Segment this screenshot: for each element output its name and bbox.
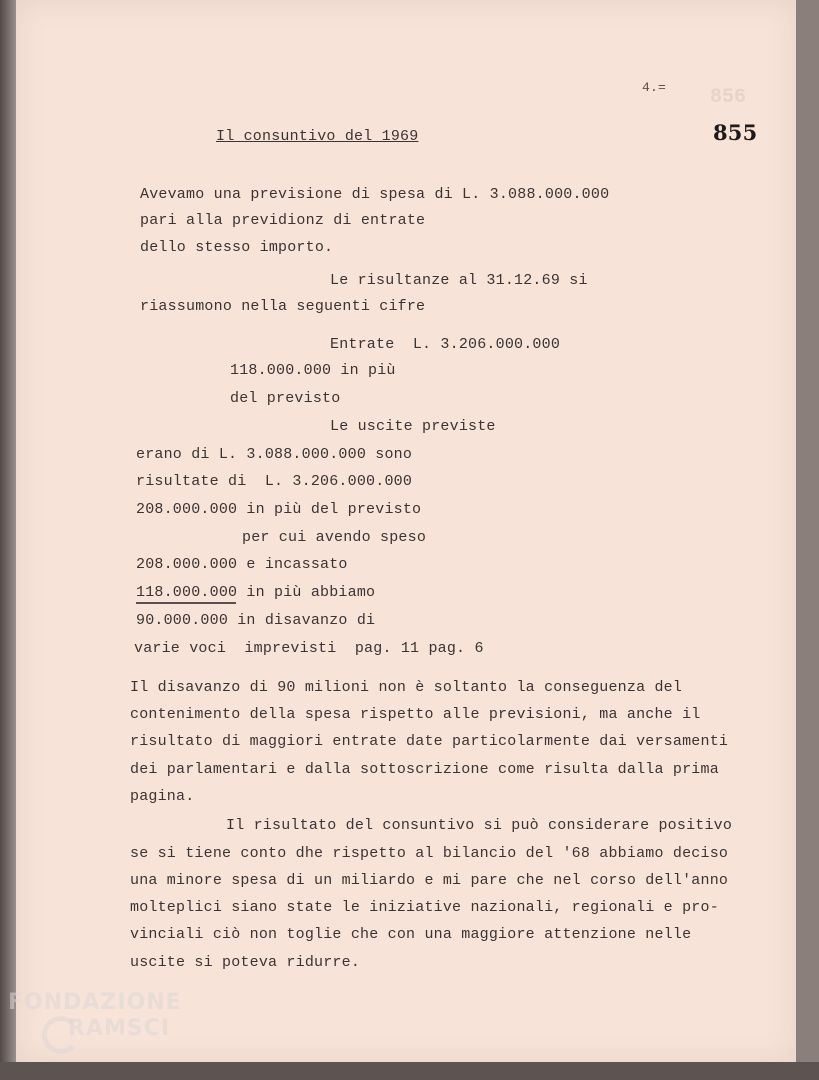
paragraph-line: contenimento della spesa rispetto alle previsioni, ma anche il [130, 706, 701, 723]
text-line: per cui avendo speso [242, 529, 427, 546]
paragraph-line: dei parlamentari e dalla sottoscrizione come risulta dalla prima [130, 761, 719, 778]
watermark-logo [8, 988, 198, 1068]
scanner-edge-left [0, 0, 16, 1080]
text-line: Entrate L. 3.206.000.000 [330, 336, 561, 353]
paragraph-line: uscite si poteva ridurre. [130, 954, 361, 971]
paragraph-line: molteplici siano state le iniziative nazionali, regionali e pro- [130, 899, 719, 916]
text-line: pari alla previdionz di entrate [140, 212, 426, 229]
paragraph-line: Il disavanzo di 90 milioni non è soltanto la conseguenza del [130, 679, 683, 696]
text-line: erano di L. 3.088.000.000 sono [136, 446, 413, 463]
paragraph-line: risultato di maggiori entrate date particolarmente dai versamenti [130, 733, 729, 750]
document-page [16, 0, 796, 1062]
handwritten-underline [136, 602, 236, 604]
watermark-line1: FONDAZIONE [8, 990, 182, 1015]
text-line: del previsto [230, 390, 341, 407]
text-line: Avevamo una previsione di spesa di L. 3.088.000.000 [140, 186, 610, 203]
text-line: 90.000.000 in disavanzo di [136, 612, 376, 629]
text-line: Le uscite previste [330, 418, 496, 435]
paragraph-line: vinciali ciò non toglie che con una maggiore attenzione nelle [130, 926, 692, 943]
paragraph-line: Il risultato del consuntivo si può considerare positivo [226, 817, 733, 834]
page-label: 4.= [642, 80, 667, 95]
bleed-through: 856 [710, 86, 747, 109]
watermark-line2: RAMSCI [68, 1016, 171, 1041]
paragraph-line: una minore spesa di un miliardo e mi pare che nel corso dell'anno [130, 872, 729, 889]
text-line: riassumono nella seguenti cifre [140, 298, 426, 315]
page-number-stamp: 855 [713, 120, 758, 145]
text-line: varie voci imprevisti pag. 11 pag. 6 [134, 640, 484, 657]
text-line: 208.000.000 in più del previsto [136, 501, 422, 518]
text-line: 118.000.000 in più [230, 362, 396, 379]
text-line: dello stesso importo. [140, 239, 334, 256]
text-line: Le risultanze al 31.12.69 si [330, 272, 588, 289]
paragraph-line: se si tiene conto dhe rispetto al bilancio del '68 abbiamo deciso [130, 845, 729, 862]
text-line: 208.000.000 e incassato [136, 556, 348, 573]
text-line: 118.000.000 in più abbiamo [136, 584, 376, 601]
paragraph-line: pagina. [130, 788, 195, 805]
section-title: Il consuntivo del 1969 [216, 128, 419, 145]
text-line: risultate di L. 3.206.000.000 [136, 473, 413, 490]
